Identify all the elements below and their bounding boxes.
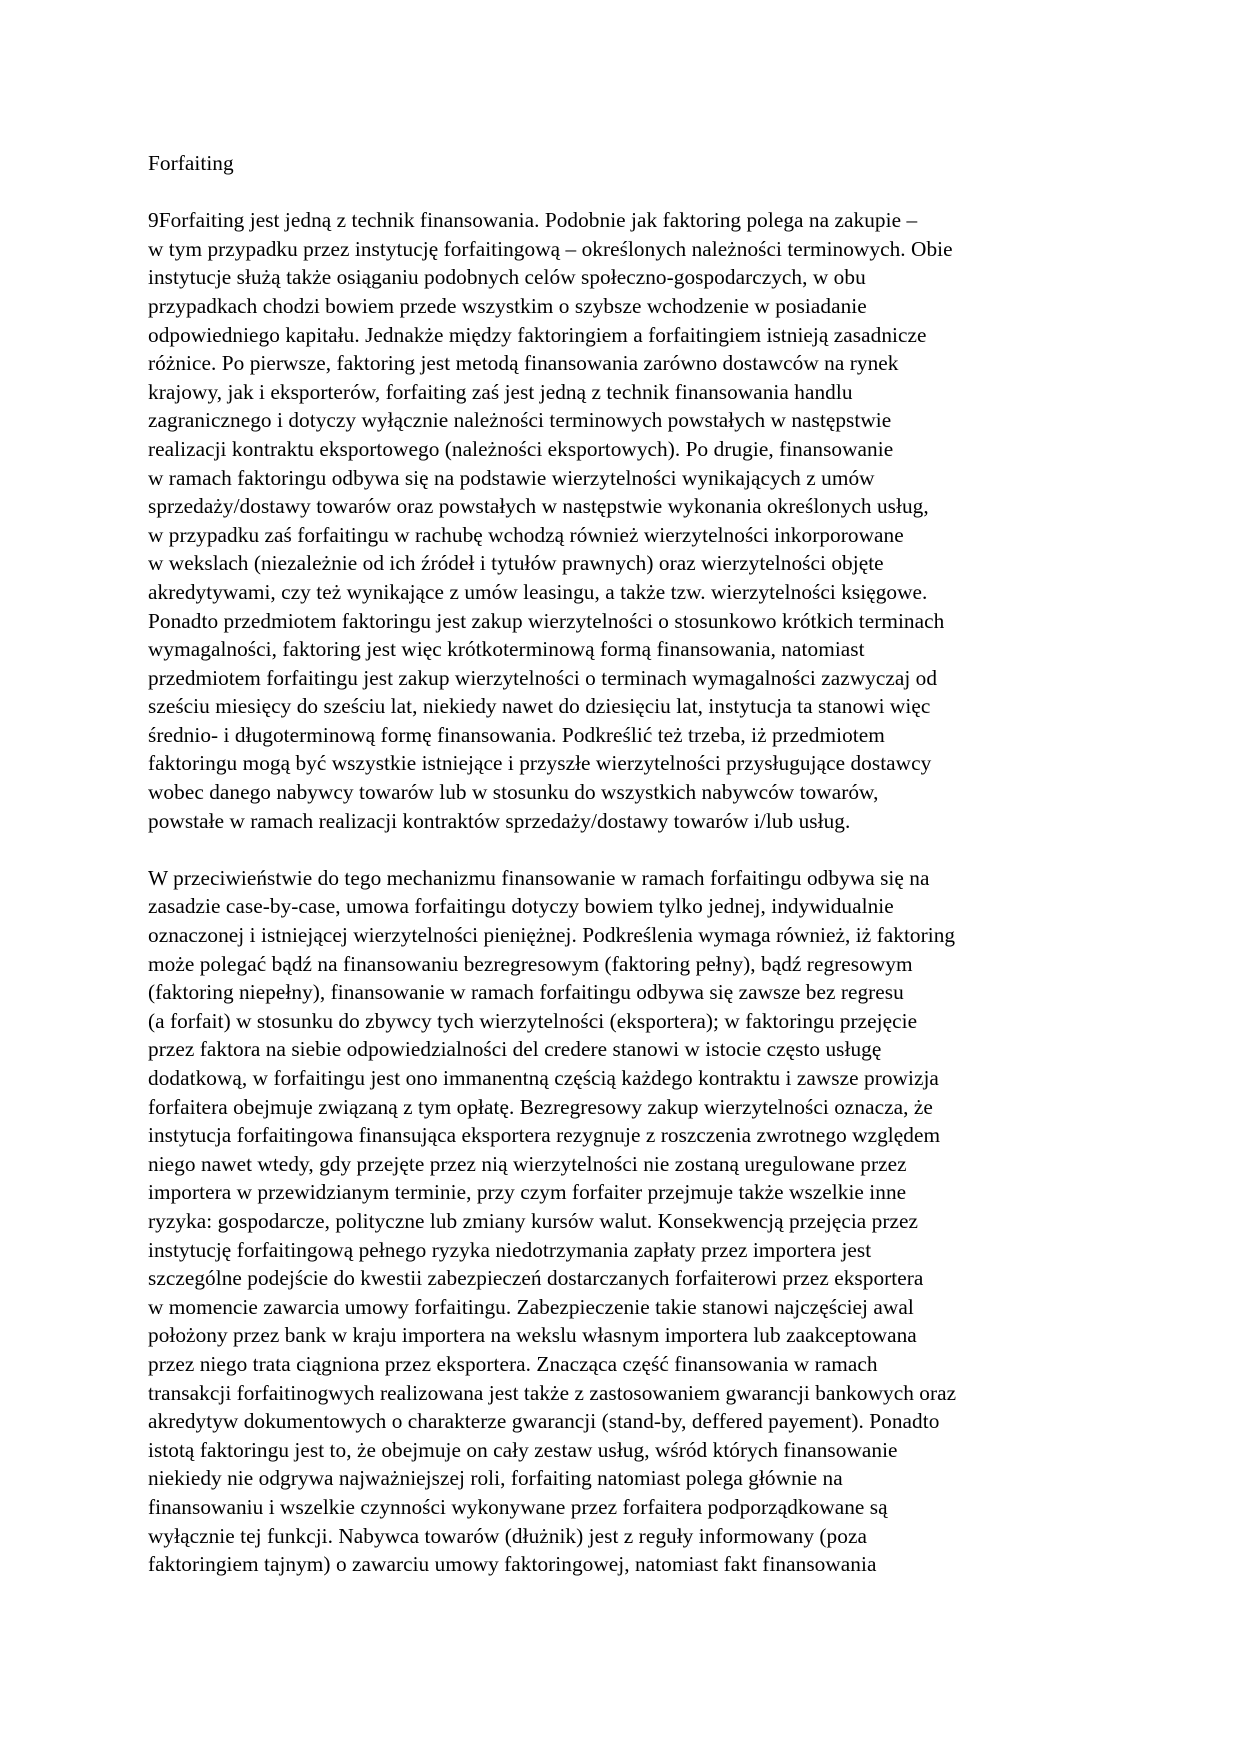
text-line: w momencie zawarcia umowy forfaitingu. Zabezpieczenie takie stanowi najczęściej awal [148,1294,914,1319]
text-line: forfaitera obejmuje związaną z tym opłatę. Bezregresowy zakup wierzytelności oznacza, że [148,1094,933,1119]
text-line: niekiedy nie odgrywa najważniejszej roli, forfaiting natomiast polega głównie na [148,1466,843,1491]
paragraph-2 [148,864,1098,1579]
text-line: niego nawet wtedy, gdy przejęte przez nią wierzytelności nie zostaną uregulowane przez [148,1151,907,1176]
text-line: wobec danego nabywcy towarów lub w stosunku do wszystkich nabywców towarów, [148,780,879,805]
text-line: faktoringiem tajnym) o zawarciu umowy faktoringowej, natomiast fakt finansowania [148,1552,877,1577]
text-line: W przeciwieństwie do tego mechanizmu finansowanie w ramach forfaitingu odbywa się na [148,865,930,890]
text-line: odpowiedniego kapitału. Jednakże między faktoringiem a forfaitingiem istnieją zasadnicze [148,322,927,347]
text-line: (a forfait) w stosunku do zbywcy tych wierzytelności (eksportera); w faktoringu przejęcie [148,1008,918,1033]
document-content [148,149,1098,1579]
text-line: przez niego trata ciągniona przez eksportera. Znacząca część finansowania w ramach [148,1351,878,1376]
text-line: średnio- i długoterminową formę finansowania. Podkreślić też trzeba, iż przedmiotem [148,722,885,747]
text-line: przedmiotem forfaitingu jest zakup wierzytelności o terminach wymagalności zazwyczaj od [148,665,938,690]
text-line: instytucję forfaitingową pełnego ryzyka niedotrzymania zapłaty przez importera jest [148,1237,872,1262]
text-line: w ramach faktoringu odbywa się na podstawie wierzytelności wynikających z umów [148,465,875,490]
text-line: zagranicznego i dotyczy wyłącznie należności terminowych powstałych w następstwie [148,408,892,433]
text-line: w przypadku zaś forfaitingu w rachubę wchodzą również wierzytelności inkorporowane [148,522,904,547]
text-line: ryzyka: gospodarcze, polityczne lub zmiany kursów walut. Konsekwencją przejęcia przez [148,1208,919,1233]
text-line: instytucja forfaitingowa finansująca eksportera rezygnuje z roszczenia zwrotnego względem [148,1123,941,1148]
text-line: oznaczonej i istniejącej wierzytelności pieniężnej. Podkreślenia wymaga również, iż faktoring [148,923,956,948]
text-line: akredytywami, czy też wynikające z umów leasingu, a także tzw. wierzytelności księgowe. [148,579,928,604]
text-line: (faktoring niepełny), finansowanie w ramach forfaitingu odbywa się zawsze bez regresu [148,980,904,1005]
text-line: sześciu miesięcy do sześciu lat, niekiedy nawet do dziesięciu lat, instytucja ta stanowi więc [148,694,931,719]
text-line: akredytyw dokumentowych o charakterze gwarancji (stand-by, deffered payement). Ponadto [148,1409,940,1434]
paragraph-1 [148,206,1098,835]
text-line: wyłącznie tej funkcji. Nabywca towarów (dłużnik) jest z reguły informowany (poza [148,1523,867,1548]
document-title: Forfaiting [148,151,234,175]
text-line: powstałe w ramach realizacji kontraktów sprzedaży/dostawy towarów i/lub usług. [148,808,851,833]
text-line: transakcji forfaitinogwych realizowana jest także z zastosowaniem gwarancji bankowych oraz [148,1380,957,1405]
text-line: istotą faktoringu jest to, że obejmuje on cały zestaw usług, wśród których finansowanie [148,1437,898,1462]
text-line: sprzedaży/dostawy towarów oraz powstałych w następstwie wykonania określonych usług, [148,494,929,519]
text-line: zasadzie case-by-case, umowa forfaitingu dotyczy bowiem tylko jednej, indywidualnie [148,894,894,919]
text-line: szczególne podejście do kwestii zabezpieczeń dostarczanych forfaiterowi przez eksportera [148,1266,924,1291]
text-line: może polegać bądź na finansowaniu bezregresowym (faktoring pełny), bądź regresowym [148,951,913,976]
text-line: dodatkową, w forfaitingu jest ono immanentną częścią każdego kontraktu i zawsze prowizja [148,1066,939,1090]
text-line: 9Forfaiting jest jedną z technik finansowania. Podobnie jak faktoring polega na zakupie – [148,208,918,233]
text-line: w wekslach (niezależnie od ich źródeł i tytułów prawnych) oraz wierzytelności objęte [148,551,884,576]
text-line: faktoringu mogą być wszystkie istniejące i przyszłe wierzytelności przysługujące dostawcy [148,751,932,776]
text-line: Ponadto przedmiotem faktoringu jest zakup wierzytelności o stosunkowo krótkich terminach [148,608,945,633]
text-line: położony przez bank w kraju importera na wekslu własnym importera lub zaakceptowana [148,1323,917,1348]
text-line: importera w przewidzianym terminie, przy czym forfaiter przejmuje także wszelkie inne [148,1180,907,1205]
text-line: różnice. Po pierwsze, faktoring jest metodą finansowania zarówno dostawców na rynek [148,351,899,376]
document-body [148,206,1098,1579]
text-line: instytucje służą także osiąganiu podobnych celów społeczno-gospodarczych, w obu [148,265,866,290]
text-line: wymagalności, faktoring jest więc krótkoterminową formą finansowania, natomiast [148,637,865,662]
text-line: realizacji kontraktu eksportowego (należności eksportowych). Po drugie, finansowanie [148,436,894,461]
text-line: finansowaniu i wszelkie czynności wykonywane przez forfaitera podporządkowane są [148,1494,888,1519]
text-line: krajowy, jak i eksporterów, forfaiting zaś jest jedną z technik finansowania handlu [148,379,853,404]
text-line: w tym przypadku przez instytucję forfaitingową – określonych należności terminowych. Obie [148,236,953,261]
text-line: przypadkach chodzi bowiem przede wszystkim o szybsze wchodzenie w posiadanie [148,293,867,318]
text-line: przez faktora na siebie odpowiedzialności del credere stanowi w istocie często usługę [148,1037,882,1062]
